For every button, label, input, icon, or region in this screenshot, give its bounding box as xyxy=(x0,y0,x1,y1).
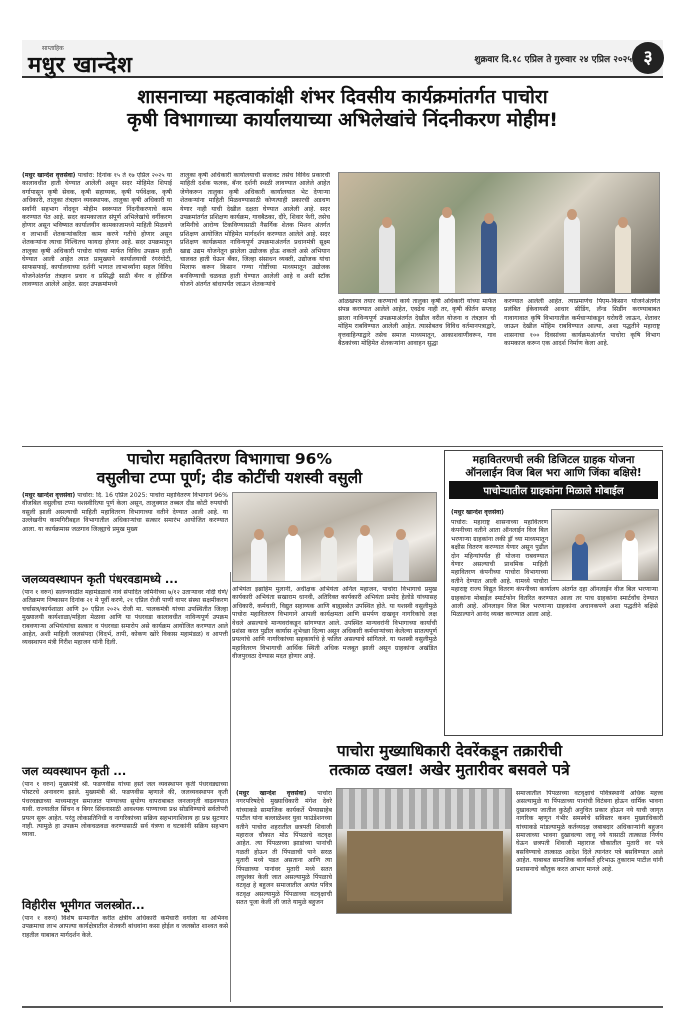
lead-col2-text: तालुका कृषी अधिकारी कार्यालयाची सजावट तसेच विविध प्रकारची माहिती दर्शक फलक, बॅनर दर्शनी स्थळी लावण्यात आलेले आहेत जेणेकरून तालुका कृषी अधिकारी कार्यालयात भेट देणाऱ्या शेतकऱ्यांना माहिती मिळवण्यासाठी कोणत्याही प्रकारची अडचण येणार नाही याची देखील दक्षता घेण्यात आलेली आहे. सदर उपक्रमांतर्गत प्रशिक्षण कार्यक्रम, गावबैठका, दौरे, शिवार फेरी, तसेच जमिनीचे आरोग्य टिकविण्यासाठी नैसर्गिक शेतक मिशन अंतर्गत प्रशिक्षण आयोजित मोहिमेत मार्गदर्शन करण्यात आलेले आहे. सदर प्रशिक्षण कार्यक्रमात नाविन्यपूर्ण उपक्रमाअंतर्गत प्रधानमंत्री सूक्ष्म खाद्य उद्यम योजनेतून झालेला उद्योजक होऊ शकतो असे अभियान चालवत हाती घेऊन बँका, जिल्हा संसाधन व्यक्ती, उद्योजक यांचा मिलाफ करून किसान गण्या गोष्टींच्या माध्यमातून उद्योजक बनविण्याची चळवळ हाती घेण्यात आलेली आहे व अशी स्टॉक योजने अंतर्गत बांधापर्यंत जाऊन शेतकऱ्यांचे xyxy=(180,172,330,289)
urinal-photo xyxy=(336,788,512,914)
photo-figure-head xyxy=(382,217,392,228)
newspaper-title: मधुर खान्देश xyxy=(28,53,133,78)
photo-figure xyxy=(251,537,267,581)
digital-scheme-headline-line1: महावितरणची लकी डिजिटल ग्राहक योजना xyxy=(472,454,635,466)
photo-figure xyxy=(393,537,409,581)
photo-figure-head xyxy=(396,529,406,540)
photo-figure xyxy=(379,223,395,293)
mahavitaran-col1-text: पाचोरा: दि. 16 एप्रिल 2025: पाचोरा महावितरण विभागाने 96% वीजबिल वसुलीचा टप्पा यशस्वीरित्या पूर्ण केला असून, तालुक्यात तब्बल दीड कोटी रुपयांची वसुली झाली असल्याची माहिती महावितरण विभागाच्या वतीने देण्यात आली आहे. या उल्लेखनीय कामगिरीबद्दल विभागातील अधिकाऱ्यांचा सत्कार समारंभ आयोजित करण्यात आला. या कार्यक्रमास जळगाव जिल्ह्याचे प्रमुख मुख्य xyxy=(22,492,228,533)
photo-figure xyxy=(285,533,301,581)
mahavitaran-dateline: (मधुर खान्देश वृत्तसेवा) xyxy=(22,492,76,499)
jal1-heading: जलव्यवस्थापन कृती पंधरवडामध्ये ... xyxy=(22,572,178,586)
devre-col2-text: समाजातील पिंपळाच्या वटवृक्षाचे पवित्रस्थानी अधिक महत्त्व असल्यामुळे या पिंपळाच्या पानांची विटंबना होऊन धार्मिक भावना दुखावल्या जातील कुठेही अनुचित प्रकार होऊन नये याची जागृत नागरिक म्हणून गंभीर समस्येचे सविस्तर कथन मुख्याधिकारी यांच्याकडे मांडल्यामुळे कर्तव्यदक्ष जबाबदार अधिकाऱ्यांनी बहुजन समाजाच्या भावना दुखावल्या जावू नये यासाठी तात्काळ निर्णय घेऊन छत्रपती शिवाजी महाराज चौकातील मुतारी वर पत्रे बसविण्याचे तात्काळ आदेश दिले त्यानंतर पत्रे बसविण्यात आले आहेत. याबाबत सामाजिक कार्यकर्ते हरिभाऊ तुकाराम पाटील यांनी प्रशासनाचे कौतुक करत आभार मानले आहे. xyxy=(516,790,663,873)
photo-figure-head xyxy=(484,213,494,224)
jal1-text: (पान १ वरुन) सलग्नवाढीत महामंडळाचे नावे संपादित जमिनींच्या ७/१२ उताऱ्यावर नोंदी घेणे/अतिक्रमण निष्कासन दिनांक २१ मे पूर्वी करणे, २१ एप्रिल रोजी पाणी वापर संस्था सक्षमीकरण चर्चासत्र/कार्यशाळा आणि ३० एप्रिल २०२५ रोजी मा. पालकमंत्री यांच्या उपस्थितीत जिल्हा मुख्यालयी कार्यशाळा/महिला मेळावा आणि या पंधरवडा कालावधीत नाविन्यपूर्ण उपक्रम राबवणाऱ्या अभियंत्यांचा सत्कार व पंधरवडा समारोप असे कार्यक्रम आयोजित करण्यात आले आहेत, अशी माहिती जलसंपदा (विदर्भ, तापी, कोकण खोरे विकास महामंडळ) व आपत्ती व्यवस्थापन मंत्री गिरीश महाजन यांनी दिली. xyxy=(22,589,228,647)
masthead-tagline: साप्ताहिक xyxy=(42,45,64,52)
photo-figure xyxy=(321,535,337,581)
digital-scheme-headline-line2: ऑनलाईन विज बिल भरा आणि जिंका बक्षिसे! xyxy=(465,466,642,479)
devre-column-1 xyxy=(236,790,332,1002)
issue-date: शुक्रवार दि.१८ एप्रिल ते गुरुवार २४ एप्रिल २०२५ xyxy=(474,55,632,65)
mahavitaran-headline xyxy=(22,450,437,487)
devre-column-2 xyxy=(516,790,663,1002)
photo-figure-head xyxy=(324,527,334,538)
digital-scheme-text xyxy=(451,519,658,731)
jal1-article xyxy=(22,572,228,755)
photo-figure xyxy=(439,213,455,293)
photo-figure-head xyxy=(618,217,628,228)
jal2-article xyxy=(22,764,228,891)
vihir-article xyxy=(22,898,228,987)
digital-scheme-dateline: (मधुर खान्देश वृत्तसेवा) xyxy=(451,509,505,516)
photo-figure xyxy=(615,223,631,293)
lead-photo xyxy=(338,172,660,294)
mahavitaran-photo xyxy=(232,492,437,582)
lead-col1-text: पाचोरा: दिनांक १५ ते १७ एप्रिल २०२५ या कालावधीत हाती घेण्यात आलेली असून सदर मोहिमेत शिपाई वर्गापासून कृषी सेवक, कृषी सहाय्यक, कृषी पर्यवेक्षक, कृषी अधिकारी, तालुका तंत्रज्ञान व्यवस्थापक, तालुका कृषी अधिकारी या सर्वांनी सहभाग नोंदवून मोहीम स्वरूपात निंदनीकरणाचे काम करण्यात येत आहे. सदर कामकाजात संपूर्ण अभिलेखांचे वर्गीकरण होणार असून भविष्यात कार्यालयीन कामकाजामध्ये माहिती मिळवणे व लाभार्थी शेतकऱ्यांकरिता काम करणे गतीचे होणार असून शेतकऱ्यांना त्याचा निश्चितच फायदा होणार आहे. सदर उपक्रमातून तालुका कृषी अधिकारी पाचोरा यांच्या मार्फत विविध उपक्रम हाती घेण्यात आली आहेत त्यात प्रामुख्याने कार्यालयाची रंगरंगोटी, साफसफाई, कार्यालयाच्या दर्शनी भागात लाभार्थ्यांना सहज विविध योजनेअंतर्गत तंत्रज्ञान प्रचार व प्रसिद्धी साठी बॅनर व होर्डिंग्ज लावण्यात आलेले आहेत. सदर उपक्रमांमध्ये xyxy=(22,172,172,289)
lead-column-3 xyxy=(338,298,496,446)
mahavitaran-col2-text: अभियंता इब्राहिम मुलानी, अधीक्षक अभियंता अनिल महाजन, पाचोरा विभागाचे प्रमुख कार्यकारी अभियंता सखाराम धानवी, अतिरिक्त कार्यकारी अभियंता प्रमोद हेलोडे यांच्यासह अधिकारी, कर्मचारी, विद्युत सहाय्यक आणि बाह्यस्त्रोत उपस्थित होते. या यशस्वी वसुलीमुळे पाचोरा महावितरण विभागाने आपली कार्यक्षमता आणि समर्पण दाखवून नागरिकांचे लक्ष वेधले असल्याचे मान्यवरांकडून सांगण्यात आले. उपस्थित मान्यवरांनी विभागाच्या कार्याची प्रशंसा करत पुढील कार्यास शुभेच्छा दिल्या असून अधिकारी कर्मचाऱ्यांच्या केलेल्या सातत्यपूर्ण प्रयत्नांचे आणि नागरिकांच्या सहकार्याचे हे फलित असल्याचे सांगितले. या यशस्वी वसुलीमुळे महावितरण विभागाची आर्थिक स्थिती अधिक मजबूत झाली असून ग्राहकांना अखंडित वीजपुरवठा देण्यास मदत होणार आहे. xyxy=(232,586,437,661)
photo-figure xyxy=(481,219,497,293)
lead-headline xyxy=(22,86,663,132)
vihir-heading: विहीरीस भूमीगत जलस्त्रोत... xyxy=(22,898,145,912)
lead-dateline: (मधुर खान्देश वृत्तसेवा) xyxy=(22,172,76,179)
digital-scheme-body: पाचोरा: महाराष्ट्र शासनाच्या महावितरण कंपनीच्या वतीने आता ऑनलाईन विज बिल भरणाऱ्या ग्राहकांना लकी ड्रॉ च्या माध्यमातून बक्षीस वितरण करण्यात येणार असून पुढील दोन महिन्यांपर्यंत ही योजना राबवण्यात येणार असल्याची प्राथमिक माहिती महावितरण कंपनीच्या पाचोरा विभागाच्या वतीने देण्यात आली आहे. यामध्ये पाचोरा महाराष्ट्र राज्य विद्युत वितरण कंपनीच्या कार्यालय अंतर्गत दहा ऑनलाईन वीज बिल भरणाऱ्या ग्राहकांना मोबाईल स्मार्टफोन वितरित करण्यात आला तर पाच ग्राहकांना स्मार्टवॉच देण्यात आली आहे. ऑनलाइन विज बिल भरणाऱ्या ग्राहकांना अचानकपणे अशा पद्धतीने बक्षिसे मिळाल्याने आनंद व्यक्त करण्यात आला आहे. xyxy=(451,519,658,619)
photo-figure xyxy=(564,215,580,293)
devre-headline-line1: पाचोरा मुख्याधिकारी देवरेंकडून तक्रारीची xyxy=(336,742,563,760)
lead-column-2 xyxy=(180,172,330,442)
lead-headline-line2: कृषी विभागाच्या कार्यालयाच्या अभिलेखांचे निंदनीकरण मोहीम! xyxy=(127,108,558,131)
digital-scheme-subhead: पाचोऱ्यातील ग्राहकांना मिळाले मोबाईल xyxy=(449,481,658,499)
mahavitaran-headline-line1: पाचोरा महावितरण विभागाचा 96% xyxy=(127,450,332,468)
divider xyxy=(22,446,663,447)
mahavitaran-headline-line2: वसुलीचा टप्पा पूर्ण; दीड कोटींची यशस्वी वसुली xyxy=(96,468,363,487)
photo-figure-head xyxy=(288,525,298,536)
lead-headline-line1: शासनाच्या महत्वाकांक्षी शंभर दिवसीय कार्यक्रमांतर्गत पाचोरा xyxy=(137,86,548,108)
devre-col1-text: पाचोरा नगरपरिषदेचे मुख्याधिकारी मंगेश देवरे यांच्याकडे सामाजिक कार्यकर्ते भैय्यासाहेब पाटील यांना बल्लाळेश्वर युवा फाउंडेशनच्या वतीने पाचोरा शहरातील छत्रपती शिवाजी महाराज चौकात मोठ पिंपळाचे वटवृक्ष आहेत. त्या पिंपळाच्या झाडांच्या पानांची गळती होऊन ती पिंपळाची पाने सरळ मुतारी मध्ये पडत असताना आणि त्या पिंपळाच्या पानांवर मुतारी मध्ये सतत लघुशंका केली जात असल्यामुळे पिंपळाचे वटवृक्ष हे बहुजन समाजातील अत्यंत पवित्र वटवृक्ष असल्यामुळे पिंपळाच्या वटवृक्षाची सतत पूजा केली ली जाते यामुळे बहुजन xyxy=(236,790,332,907)
urinal-wall xyxy=(347,831,503,901)
photo-figure xyxy=(357,533,373,581)
devre-headline-line2: तत्काळ दखल! अखेर मुतारीवर बसवले पत्रे xyxy=(329,760,570,779)
photo-figure-head xyxy=(254,529,264,540)
vihir-text: (पान १ वरुन) विशेष सन्मानीत करीत क्षेत्रीय अधिकारी कर्मचारी वर्गाला या अभिनव उपक्रमाचा लाभ आपल्या कार्यक्षेत्रातील शेतकरी बांधवांना कसा होईल व जलस्रोत शाश्वत कसे राहतील याबाबत मार्गदर्शन केले. xyxy=(22,915,228,939)
text-wrap-spacer xyxy=(548,519,658,585)
photo-figure-head xyxy=(360,525,370,536)
page-number: ३ xyxy=(632,42,664,74)
photo-figure-head xyxy=(442,207,452,218)
mahavitaran-column-1 xyxy=(22,492,228,568)
page-bottom-rule xyxy=(22,1006,663,1008)
lead-col4-text: करण्यात आलेली आहेत. त्याप्रमाणेच पिएम-किसान योजनेअंतर्गत प्रलंबित ईकेवायसी आधार सीडिंग, लॅन्ड सिडींग करण्याबाबत गावागावात कृषि विभागातील कर्मचाऱ्यांकडून घरोघरी जाऊन, शेतावर जाऊन देखील मोहिम राबविण्यात आल्या, अशा पद्धतीने महाराष्ट्र शासनाचा १०० दिवसांच्या कार्यक्रमअंतर्गत पाचोरा कृषि विभाग कामकाज करून एक आदर्श निर्माण केला आहे. xyxy=(504,298,660,348)
lead-column-4 xyxy=(504,298,660,446)
photo-figure-head xyxy=(567,209,577,220)
jal2-heading: जल व्यवस्थापन कृती ... xyxy=(22,764,127,778)
devre-headline xyxy=(236,742,663,779)
column-divider xyxy=(230,572,231,1002)
digital-scheme-box xyxy=(444,450,663,736)
devre-dateline: (मधुर खान्देश वृत्तसेवा) xyxy=(236,790,307,797)
mahavitaran-column-2 xyxy=(232,586,437,736)
lead-column-1 xyxy=(22,172,172,442)
lead-col3-text: ओळखपत्र तयार करण्याचे कार्य तालुका कृषी अधिकारी यांच्या मार्फत संपन्न करण्यात आलेले आहेत, एवढेच नाही तर, कृषी कीर्तन सप्ताह झाला नाविन्यपूर्ण उपक्रमाअंतर्गत देखील वरील योजना व तंत्रज्ञान ची मोहिम राबविण्यात आलेली आहेत. त्यासोबतच विविध वर्तमानपत्राद्वारे, वृत्तवाहिन्याद्वारे तसेच समाज माध्यमातून, आकाशवाणीवरून, गाव बैठकांच्या मोहिमेत शेतकऱ्यांना आवाहन सुद्धा xyxy=(338,298,496,348)
jal2-text: (पान १ वरुन) मुख्यमंत्री श्री. फडणवीस यांच्या हस्ते जल व्यवस्थापन कृती पंधरवड्याच्या पोस्टरचे अनावरण झाले. मुख्यमंत्री श्री. फडणवीस म्हणाले की, जलव्यवस्थापन कृती पंधरवड्याच्या माध्यमातून समाजात पाण्याच्या सुयोग्य वापराबाबत जनजागृती वाढवण्यात यावी. राज्यातील सिंचन व बिगर सिंचनासाठी आवश्यक पाण्याच्या प्रश्न सोडविण्याचे सर्वतोपरी प्रयत्न सुरू आहेत. परंतु लोकप्रतिनिधी व नागरिकांच्या सक्रिय सहभागाशिवाय हा प्रश्न सुटणार नाही. त्यामुळे हा उपक्रम लोकचळवळ करण्यासाठी सर्व यंत्रणा व घटकांनी सक्रिय सहभाग घ्यावा. xyxy=(22,781,228,839)
tin-roof-sheets xyxy=(337,789,512,829)
digital-scheme-headline xyxy=(445,451,662,481)
